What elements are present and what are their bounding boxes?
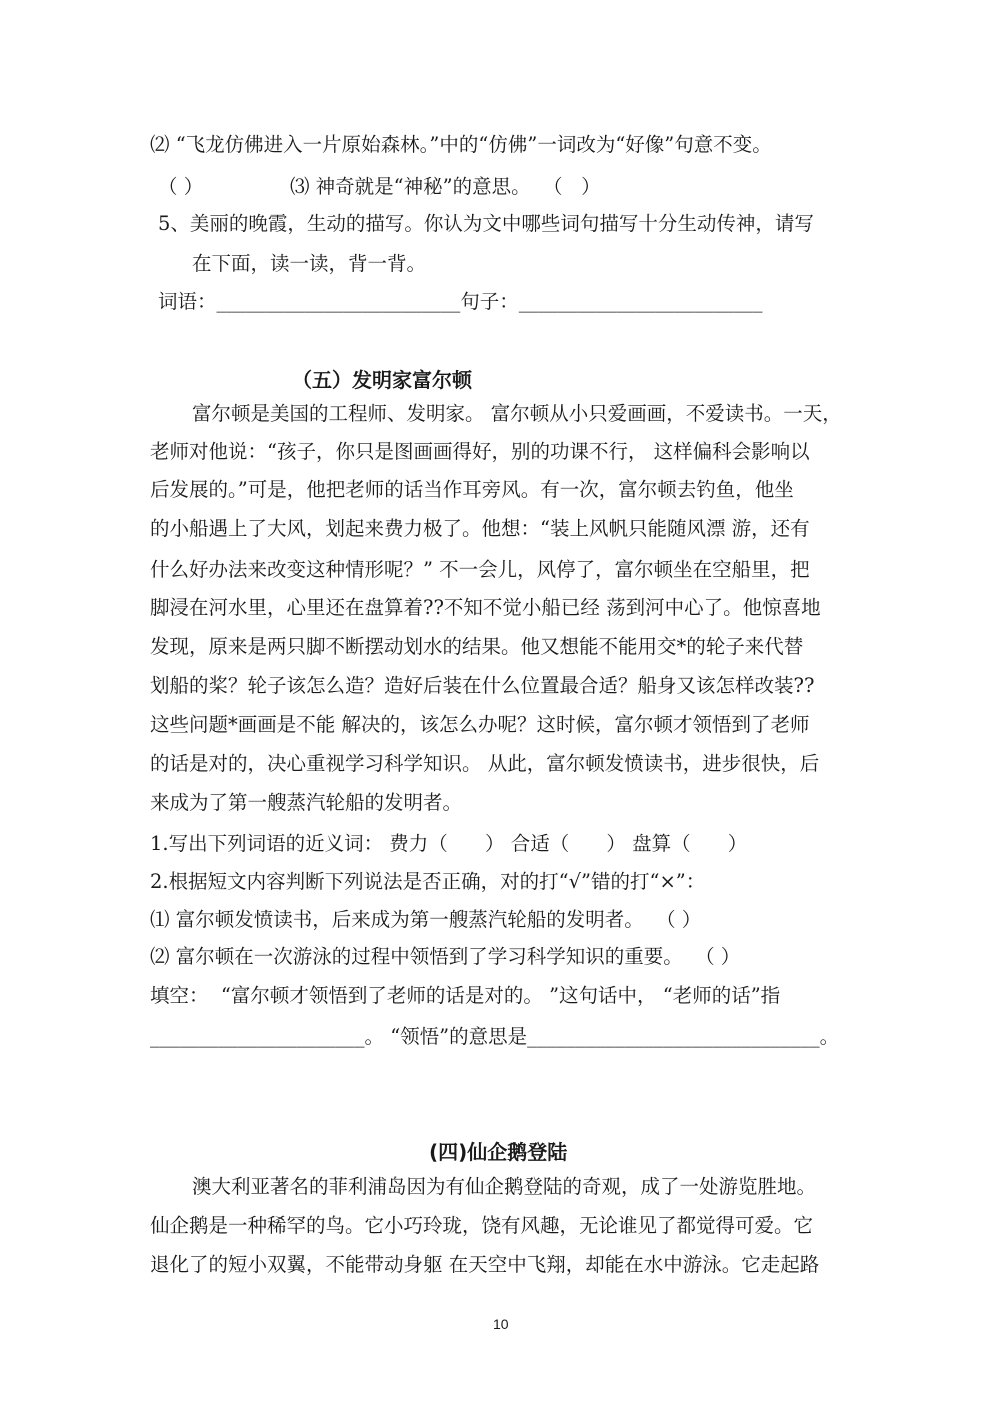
paragraph-line: 富尔顿是美国的工程师、发明家。 富尔顿从小只爱画画，不爱读书。一天， xyxy=(192,402,842,425)
paragraph-line: 发现，原来是两只脚不断摆动划水的结果。他又想能不能用交*的轮子来代替 xyxy=(150,635,804,658)
question-line: 填空： “富尔顿才领悟到了老师的话是对的。 ”这句话中， “老师的话”指 xyxy=(150,984,781,1007)
answer-line: 词语：_________________________句子：_________________________ xyxy=(158,290,763,313)
question-line: ⑴ 富尔顿发愤读书，后来成为第一艘蒸汽轮船的发明者。 （ ） xyxy=(150,908,702,931)
page-number: 10 xyxy=(493,1316,509,1332)
paragraph-line: 仙企鹅是一种稀罕的鸟。它小巧玲珑，饶有风趣，无论谁见了都觉得可爱。它 xyxy=(150,1214,814,1237)
paragraph-line: 划船的桨？轮子该怎么造？造好后装在什么位置最合适？船身又该怎样改装?? xyxy=(150,674,815,697)
paragraph-line: 什么好办法来改变这种情形呢？” 不一会儿，风停了，富尔顿坐在空船里，把 xyxy=(150,558,810,581)
question-line: ⑵ “飞龙仿佛进入一片原始森林。”中的“仿佛”一词改为“好像”句意不变。 xyxy=(150,133,772,156)
paragraph-line: 澳大利亚著名的菲利浦岛因为有仙企鹅登陆的奇观，成了一处游览胜地。 xyxy=(192,1175,817,1198)
paragraph-line: 退化了的短小双翼，不能带动身躯 在天空中飞翔，却能在水中游泳。它走起路 xyxy=(150,1253,820,1276)
paragraph-line: 后发展的。”可是，他把老师的话当作耳旁风。有一次，富尔顿去钓鱼，他坐 xyxy=(150,478,794,501)
question-line: （ ） ⑶ 神奇就是“神秘”的意思。 （ ） xyxy=(158,175,601,198)
question-line: 2.根据短文内容判断下列说法是否正确，对的打“√”错的打“×”： xyxy=(150,870,706,893)
question-line: 5、美丽的晚霞，生动的描写。你认为文中哪些词句描写十分生动传神，请写 xyxy=(158,212,814,235)
paragraph-line: 的话是对的，决心重视学习科学知识。 从此，富尔顿发愤读书，进步很快，后 xyxy=(150,752,820,775)
paragraph-line: 脚浸在河水里，心里还在盘算着??不知不觉小船已经 荡到河中心了。他惊喜地 xyxy=(150,596,821,619)
question-line: 在下面，读一读，背一背。 xyxy=(192,252,427,275)
paragraph-line: 老师对他说：“孩子，你只是图画画得好，别的功课不行， 这样偏科会影响以 xyxy=(150,440,810,463)
answer-line: ______________________。 “领悟”的意思是______________________________。 xyxy=(150,1025,840,1048)
question-line: 1.写出下列词语的近义词： 费力（ ） 合适（ ） 盘算（ ） xyxy=(150,832,748,855)
section-title: (四)仙企鹅登陆 xyxy=(429,1140,568,1164)
section-title: （五）发明家富尔顿 xyxy=(292,368,472,392)
paragraph-line: 来成为了第一艘蒸汽轮船的发明者。 xyxy=(150,791,463,814)
paragraph-line: 这些问题*画画是不能 解决的，该怎么办呢？这时候，富尔顿才领悟到了老师 xyxy=(150,713,810,736)
paragraph-line: 的小船遇上了大风，划起来费力极了。他想：“装上风帆只能随风漂 游，还有 xyxy=(150,517,810,540)
question-line: ⑵ 富尔顿在一次游泳的过程中领悟到了学习科学知识的重要。 （ ） xyxy=(150,945,741,968)
